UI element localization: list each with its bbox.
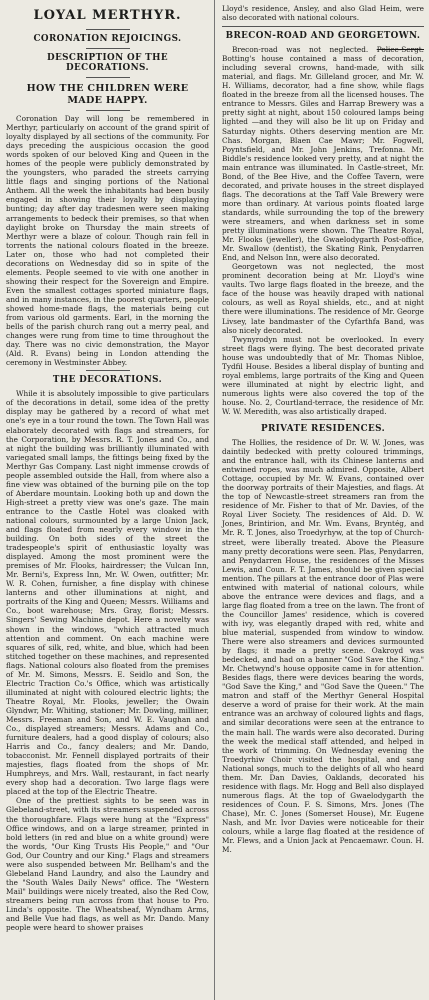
article-title: LOYAL MERTHYR. [33, 8, 182, 23]
divider [222, 26, 424, 27]
body-paragraph: Coronation Day will long be remembered in Merthyr, particularly on account of the grand spirit of loyalty displayed by all sections of the community. For days preceding the auspicious occasion the good words spoken of our beloved King and Queen in the homes of the people were publicly demonstrated by the youngsters, who paraded the streets carrying little flags and singing portions of the National Anthem. All the week the inhabitants had been busily engaged in showing their loyalty by displaying bunting; day after day tradesmen were seen making arrangements to bedeck their premises, so that when daylight broke on Thursday the main streets of Merthyr were a blaze of colour. Though rain fell in torrents the national colours floated in the breeze. Later on, those who had not completed their decorations on Wednesday did so in spite of the elements. People seemed to vie with one another in showing their respect for the Sovereign and Empire. Even the smallest cottages sported miniature flags, and in many instances, in the poorest quarters, people showed home-made flags, the materials being cut from various old garments. Earl, in the morning the bells of the parish church rang out a merry peal, and changes were rung from time to time throughout the day. There was no civic demonstration, the Mayor (Ald. R. Evans) being in London attending the ceremony in Westminster Abbey. [6, 114, 209, 368]
divider [86, 29, 130, 30]
divider [86, 77, 130, 78]
section-heading: DESCRIPTION OF THE DECORATIONS. [47, 53, 168, 73]
decorations-heading: THE DECORATIONS. [52, 375, 163, 386]
divider [86, 48, 130, 49]
brecon-heading: BRECON-ROAD AND GEORGETOWN. [225, 31, 421, 42]
lead-text: Brecon-road was not neglected. [232, 45, 369, 55]
kicker-heading: CORONATION REJOICINGS. [33, 34, 182, 44]
divider [301, 419, 345, 420]
body-paragraph: While it is absolutely impossible to give particulars of the decorations in detail, some idea of the pretty display may be gathered by a record of what met one's eye in a tour round the town. The Town Hall was elaborately decorated with flags and streamers, for the Corporation, by Messrs. R. T. Jones and Co., and at night the building was brilliantly illuminated with variegated small lamps, the fittings being fixed by the Merthyr Gas Company. Last night immense crowds of people assembled outside the Hall, from where also a fine view was obtained of the burning pile on the top of Aberdare mountain. Looking both up and down the High-street a pretty view was one's gaze. The main entrance to the Castle Hotel was cloaked with national colours, surmounted by a large Union Jack, and flags floated from nearly every window in the building. On both sides of the street the tradespeople's spirit of enthusiastic loyalty was displayed. Among the most prominent were the premises of Mr. Flooks, hairdresser; the Vulcan Inn, Mr. Berni's, Express Inn, Mr. W. Owen, outfitter; Mr. W. R. Cohen, furnisher, a fine display with chinese lanterns and other illuminations at night, and portraits of the King and Queen; Messrs. Williams and Co., boot warehouse; Mrs. Gray, florist; Messrs. Singers' Sewing Machine depot. Here a novelty was shown in the windows, "which attracted much attention and comment. On each machine were squares of silk, red, white, and blue, which had been stitched together on these machines, and represented flags. National colours also floated from the premises of Mr. M. Simons, Messrs. E. Seidlo and Son, the Electric Traction Co.'s Office, which was artistically illuminated at night with coloured electric lights; the Theatre Royal, Mr. Flooks, jeweller; the Owain Glyndwr, Mr. Whiting, stationer; Mr. Dowling, milliner, Messrs. Freeman and Son, and W. E. Vaughan and Co., displayed streamers; Messrs. Adams and Co., furniture dealers, had a good display of colours; also Harris and Co., fancy dealers; and Mr. Dando, tobacconist. Mr. Fennell displayed portraits of their majesties, flags floated from the shops of Mr. Humphreys, and Mrs. Wall, restaurant, in fact nearly every shop had a decoration. Two large flags were placed at the top of the Electric Theatre. [6, 389, 209, 797]
body-paragraph: The Hollies, the residence of Dr. W. W. Jones, was daintily bedecked with pretty coloured trimmings, and the entrance hall, with its Chinese lanterns and entwined ropes, was much admired. Opposite, Albert Cottage, occupied by Mr. W. Evans, contained over the doorway portraits of their Majesties, and flags. At the top of Newcastle-street streamers ran from the residence of Mr. Fisher to that of Mr. Davies, of the Royal Liver Society. The residences of Ald. D. W. Jones, Brintirion, and Mr. Wm. Evans, Bryntég, and Mr. R. T. Jones, also Troedyrhyw, at the top of Church-street, were liberally treated. Above the Pleasure many pretty decorations were seen. Plas, Penydarren, and Penydarren House, the residences of the Misses Lewis, and Coun. F. T. James, should be given special mention. The pillars at the entrance door of Plas were entwined with material of national colours, while above the entrance were devices and flags, and a large flag floated from a tree on the lawn. The front of the Councillor James' residence, which is covered with ivy, was elegantly draped with red, white and blue material, suspended from window to window. There were also streamers and devices surmounted by flags; it made a pretty scene. Oakroyd was bedecked, and had on a banner "God Save the King." Mr. Chetwynd's house opposite came in for attention. Besides flags, there were devices bearing the words, "God Save the King," and "God Save the Queen." The matron and staff of the Merthyr General Hospital deserve a word of praise for their work. At the main entrance was an archway of coloured lights and flags, and similar decorations were seen at the entrance to the main hall. The wards were also decorated. During the week the medical staff attended, and helped in the work of trimming. On Wednesday evening the Troedyrhiw Choir visited the hospital, and sang National songs, much to the delights of all who heard them. Mr. Dan Davies, Oaklands, decorated his residence with flags. Mr. Hogg and Bell also displayed numerous flags. At the top of Gwaelodygarth the residences of Coun. F. S. Simons, Mrs. Jones (The Chase), Mr. C. Jones (Somerset House), Mr. Eugene Nash, and Mr. Ivor Davies were noticeable for their colours, while a large flag floated at the residence of Mr. Flews, and a Union Jack at Pencaemawr. Coun. H. M. [222, 438, 424, 855]
body-paragraph: Lloyd's residence, Ansley, and also Glad Heim, were also decorated with national colours. [222, 4, 424, 23]
paragraph-text: Botting's house contained a mass of decoration, including several crowns, hand-made, with silk material, and flags. Mr. Gilleland grocer, and Mr. W. H. Williams, decorator, had a fine show, while flags floated in the breeze from all the licensed houses. The entrance to Messrs. Giles and Harrap Brewery was a pretty sight at night, about 150 coloured lamps being lighted —and they will also be lit up on Friday and Saturday nights. Others deserving mention are Mr. Chas. Morgan, Blaen Cae Mawr; Mr. Fogwell, Poyntsfield, and Mr. John Jenkins, Trefonna. Mr. Biddle's residence looked very pretty, and at night the main entrance was illuminated. In Castle-street, Mr. Bond, of the Bee Hive, and the Coffee Tavern, were decorated, and private houses in the street displayed flags. The decorations at the Taff Vale Brewery were more than ordinary. At various points floated large standards, while surrounding the top of the brewery were streamers, and when darkness set in some pretty illuminations were shown. The Theatre Royal, Mr. Flooks (jeweller), the Gwaelodygarth Post-office, Mr. Swallow (dentist), the Skating Rink, Penydarren End, and Nelson Inn, were also decorated. [222, 54, 424, 263]
private-residences-heading: PRIVATE RESIDENCES. [260, 424, 386, 435]
divider [86, 370, 130, 371]
divider [86, 110, 130, 111]
struck-text: Police-Sergt. [376, 45, 424, 55]
body-paragraph: Twynyrodyn must not be overlooked. In every street flags were flying. The best decorated private house was undoubtedly that of Mr. Thomas Nibloe, Tydfil House. Besides a liberal display of bunting and royal emblems, large portraits of the King and Queen were illuminated at night by electric light, and numerous lights were also covered the top of the house. No. 2, Courtland-terrace, the residence of Mr. W. W. Meredith, was also artistically draped. [222, 334, 424, 416]
body-paragraph: One of the prettiest sights to be seen was in Glebeland-street, with its streamers suspended across the thoroughfare. Flags were hung at the "Express" Office windows, and on a large streamer, printed in bold letters (in red and blue on a white ground) were the words, "Our King Trusts His People," and "Our God, Our Country and our King." Flags and streamers were also suspended between Mr. Bellham's and the Glebeland Hand Laundry, and also the Laundry and the "South Wales Daily News" office. The "Western Mail" buildings were nicely treated, also the Red Cow, streamers being run across from that house to Pro. Linda's opposite. The Wheatsheaf, Wyndham Arms, and Belle Vue had flags, as well as Mr. Dando. Many people were heard to shower praises [6, 796, 209, 933]
column-rule [214, 0, 215, 1000]
subheading: HOW THE CHILDREN WERE MADE HAPPY. [26, 83, 189, 106]
right-column [216, 0, 429, 1000]
left-column [0, 0, 214, 1000]
body-paragraph [222, 45, 424, 262]
body-paragraph: Georgetown was not neglected, the most prominent decoration being at Mr. Lloyd's wine vaults. Two large flags floated in the breeze, and the face of the house was heavily draped with national colours, as well as Royal shields, etc., and at night there were illuminations. The residence of Mr. George Livsey, late bandmaster of the Cyfarthfa Band, was also nicely decorated. [222, 262, 424, 335]
